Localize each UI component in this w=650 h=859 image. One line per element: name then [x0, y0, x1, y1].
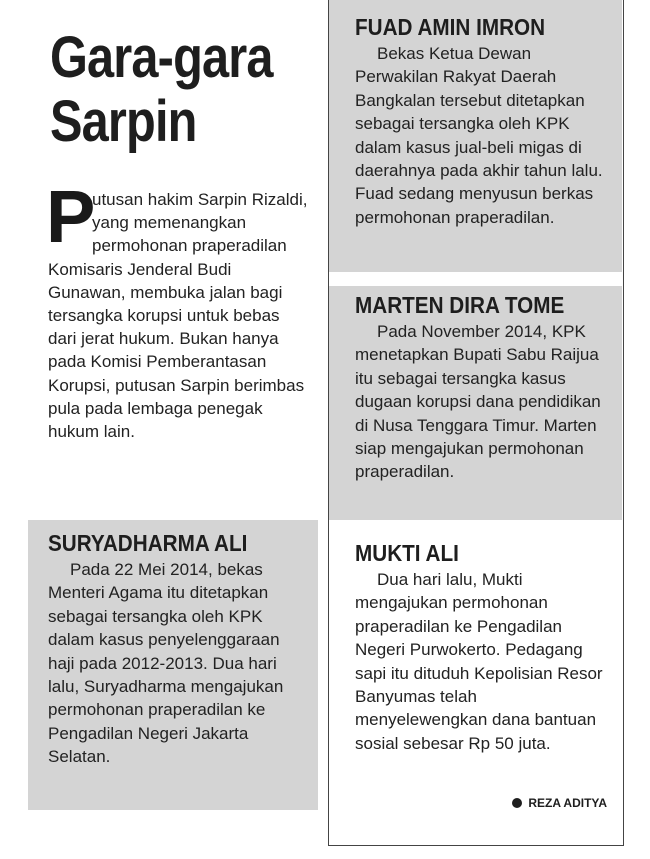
profile-body: Dua hari lalu, Mukti mengajukan permohonan praperadilan ke Pengadilan Negeri Purwokerto. Pedagang sapi itu dituduh Kepolisian Resor Banyumas telah menyelewengkan dana bantuan sosial sebesar Rp 50 juta.: [355, 570, 603, 753]
profile-title: SURYADHARMA ALI: [48, 530, 248, 556]
profile-box-marten: [329, 286, 622, 520]
headline-line-1: Gara-gara: [50, 25, 273, 90]
headline-line-2: Sarpin: [50, 89, 197, 154]
profile-box-mukti: [329, 534, 622, 830]
profile-title: FUAD AMIN IMRON: [355, 14, 546, 40]
profile-title: MARTEN DIRA TOME: [355, 292, 565, 318]
author-credit: [512, 796, 607, 810]
drop-cap: P: [46, 175, 96, 258]
right-column: [328, 0, 624, 846]
box-separator: [329, 272, 622, 286]
left-column: [28, 0, 318, 859]
intro-paragraph: [46, 175, 310, 443]
profile-body: Pada November 2014, KPK menetapkan Bupati Sabu Raijua itu sebagai tersangka kasus dugaan korupsi dana pendidikan di Nusa Tenggara Timur. Marten siap mengajukan permohonan praperadilan.: [355, 322, 601, 482]
bullet-dot-icon: [512, 798, 522, 808]
profile-body: Pada 22 Mei 2014, bekas Menteri Agama itu ditetapkan sebagai tersangka oleh KPK dalam kasus penyelenggaraan haji pada 2012-2013. Dua hari lalu, Suryadharma mengajukan permohonan praperadilan ke Pengadilan Negeri Jakarta Selatan.: [48, 560, 284, 767]
intro-text: utusan hakim Sarpin Rizaldi, yang memenangkan permohonan praperadilan Komisaris Jenderal Budi Gunawan, membuka jalan bagi tersangka korupsi untuk bebas dari jerat hukum. Bukan hanya pada Komisi Pemberantasan Korupsi, putusan Sarpin berimbas pula pada lembaga penegak hukum lain.: [48, 190, 308, 442]
headline: [50, 26, 273, 154]
profile-box-suryadharma: [28, 520, 318, 810]
author-name: REZA ADITYA: [528, 796, 607, 810]
profile-title: MUKTI ALI: [355, 540, 459, 566]
profile-box-fuad: [329, 0, 622, 272]
profile-body: Bekas Ketua Dewan Perwakilan Rakyat Daerah Bangkalan tersebut ditetapkan sebagai tersangka oleh KPK dalam kasus jual-beli migas di daerahnya pada akhir tahun lalu. Fuad sedang menyusun berkas permohonan praperadilan.: [355, 44, 603, 227]
